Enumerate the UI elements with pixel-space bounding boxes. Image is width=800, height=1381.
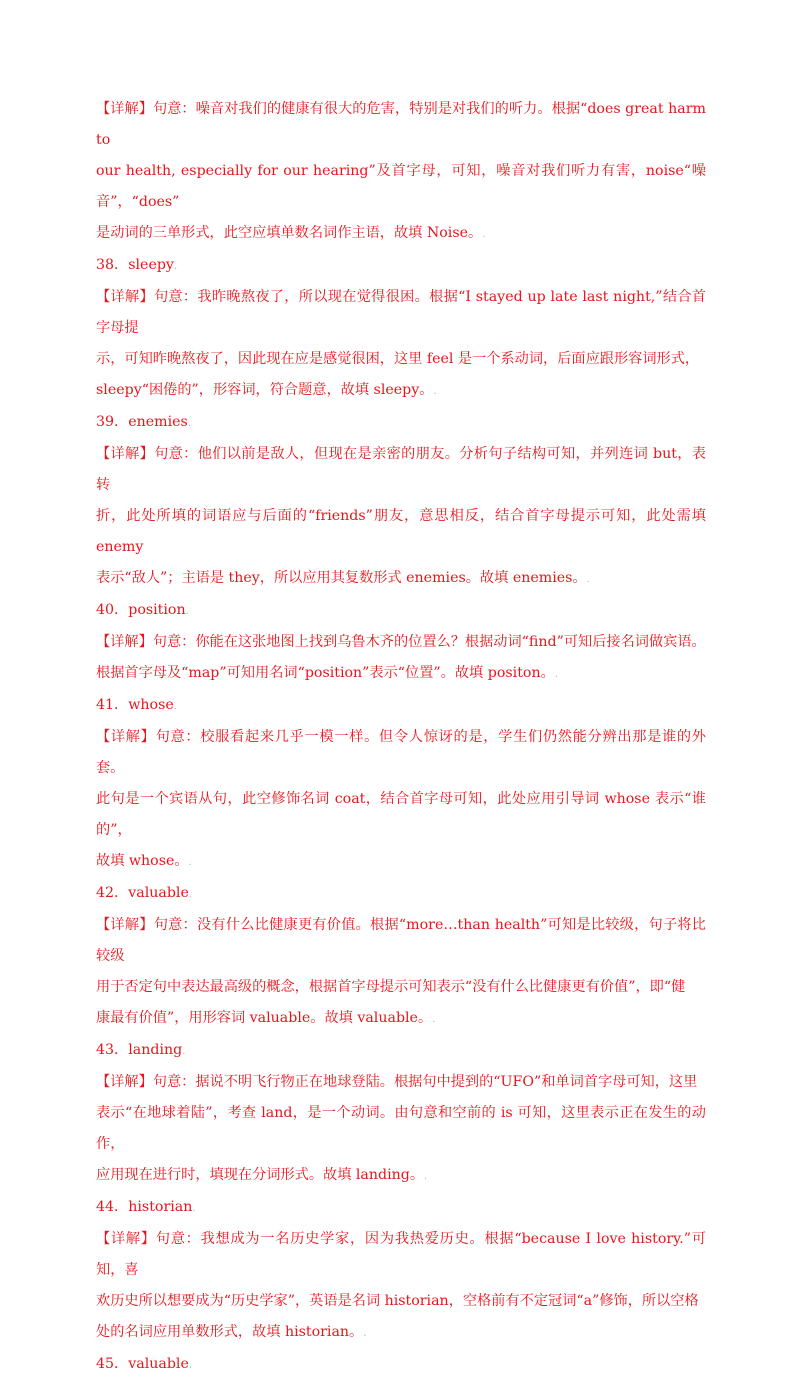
answer-line [96,1035,706,1067]
answer-key-content [96,94,706,1381]
answer-text: 40．position [96,602,186,618]
explanation-text: 折，此处所填的词语应与后面的“friends”朋友，意思相反，结合首字母提示可知，此处需填 enemy [96,508,706,555]
paragraph-mark: . [424,1171,428,1182]
paragraph-mark: . [188,889,193,900]
explanation-tag: 【详解】 [96,1231,156,1247]
explanation-tag: 【详解】 [96,1074,153,1090]
answer-line [96,595,706,627]
explanation-line [96,910,706,972]
explanation-tag: 【详解】 [96,101,153,117]
answer-line [96,690,706,722]
explanation-block [96,1224,706,1349]
answer-line [96,250,706,282]
explanation-text: 此句是一个宾语从句，此空修饰名词 coat，结合首字母可知，此处应用引导词 whose 表示“谁的”， [96,791,706,838]
explanation-text: 表示“在地球着陆”，考查 land，是一个动词。由句意和空前的 is 可知，这里表示正在发生的动作， [96,1105,706,1152]
explanation-line [96,1286,706,1317]
explanation-line [96,722,706,784]
paragraph-mark: . [554,669,558,680]
explanation-block [96,627,706,690]
explanation-text: 句意：你能在这张地图上找到乌鲁木齐的位置么？根据动词“find”可知后接名词做宾语。 [152,634,706,650]
paragraph-mark: . [188,1360,193,1371]
explanation-line [96,784,706,846]
explanation-text: 句意：我昨晚熬夜了，所以现在觉得很困。根据“I stayed up late last night,”结合首字母提 [96,289,706,336]
answer-line [96,1349,706,1381]
explanation-text: 句意：没有什么比健康更有价值。根据“more…than health”可知是比较级，句子将比较级 [96,917,706,964]
explanation-text: 故填 whose。 [96,853,189,869]
explanation-line [96,156,706,218]
explanation-text: 根据首字母及“map”可知用名词“position”表示“位置”。故填 positon。 [96,665,555,681]
explanation-text: 句意：噪音对我们的健康有很大的危害，特别是对我们的听力。根据“does great harm to [96,101,706,148]
explanation-text: 示，可知昨晚熬夜了，因此现在应是感觉很困，这里 feel 是一个系动词，后面应跟形容词形式， [96,351,700,367]
explanation-line [96,282,706,344]
explanation-line [96,658,706,690]
answer-text: 44．historian [96,1199,193,1215]
paragraph-mark: . [482,229,486,240]
explanation-tag: 【详解】 [96,634,153,650]
answer-line [96,1192,706,1224]
explanation-text: our health, especially for our hearing”及首字母，可知，噪音对我们听力有害，noise“噪音”，“does” [96,163,706,210]
explanation-text: 应用现在进行时，填现在分词形式。故填 landing。 [96,1167,425,1183]
explanation-line [96,344,706,375]
explanation-text: sleepy“困倦的”，形容词，符合题意，故填 sleepy。 [96,382,434,398]
paragraph-mark: . [182,1046,186,1057]
explanation-text: 句意：校服看起来几乎一模一样。但令人惊讶的是，学生们仍然能分辨出那是谁的外套。 [96,729,706,776]
paragraph-mark: . [432,1014,436,1025]
answer-text: 38．sleepy [96,257,174,273]
explanation-line [96,563,706,595]
answer-text: 42．valuable [96,885,189,901]
explanation-text: 处的名词应用单数形式，故填 historian。 [96,1324,364,1340]
explanation-line [96,501,706,563]
paragraph-mark: . [192,1203,196,1214]
explanation-line [96,375,706,407]
paragraph-mark: . [187,418,192,429]
explanation-block [96,722,706,878]
explanation-line [96,627,706,658]
explanation-block [96,439,706,595]
explanation-line [96,218,706,250]
paragraph-mark: . [173,261,178,272]
paragraph-mark: . [188,857,192,868]
explanation-tag: 【详解】 [96,917,154,933]
explanation-text: 表示“敌人”；主语是 they，所以应用其复数形式 enemies。故填 enemies。 [96,570,587,586]
explanation-line [96,1224,706,1286]
explanation-block [96,282,706,407]
explanation-text: 句意：据说不明飞行物正在地球登陆。根据句中提到的“UFO”和单词首字母可知，这里 [152,1074,698,1090]
answer-line [96,407,706,439]
answer-text: 39．enemies [96,414,188,430]
paragraph-mark: . [173,701,177,712]
answer-text: 41．whose [96,697,174,713]
explanation-text: 句意：我想成为一名历史学家，因为我热爱历史。根据“because I love history.”可知，喜 [96,1231,706,1278]
explanation-text: 康最有价值”，用形容词 valuable。故填 valuable。 [96,1010,433,1026]
paragraph-mark: . [433,386,437,397]
explanation-text: 句意：他们以前是敌人，但现在是亲密的朋友。分析句子结构可知，并列连词 but，表转 [96,446,706,493]
explanation-line [96,1098,706,1160]
explanation-tag: 【详解】 [96,729,156,745]
explanation-block [96,94,706,250]
answer-text: 45．valuable [96,1356,189,1372]
explanation-line [96,439,706,501]
explanation-tag: 【详解】 [96,289,154,305]
answer-line [96,878,706,910]
explanation-line [96,1160,706,1192]
explanation-text: 用于否定句中表达最高级的概念，根据首字母提示可知表示“没有什么比健康更有价值”，即“健 [96,979,686,995]
explanation-block [96,910,706,1035]
explanation-line [96,1067,706,1098]
explanation-line [96,94,706,156]
explanation-tag: 【详解】 [96,446,155,462]
paragraph-mark: . [363,1328,367,1339]
explanation-text: 欢历史所以想要成为“历史学家”，英语是名词 historian，空格前有不定冠词“a”修饰，所以空格 [96,1293,699,1309]
paragraph-mark: . [586,574,590,585]
answer-text: 43．landing [96,1042,183,1058]
paragraph-mark: . [185,606,189,617]
explanation-line [96,1317,706,1349]
explanation-line [96,1003,706,1035]
explanation-line [96,846,706,878]
explanation-line [96,972,706,1003]
explanation-text: 是动词的三单形式，此空应填单数名词作主语，故填 Noise。 [96,225,483,241]
